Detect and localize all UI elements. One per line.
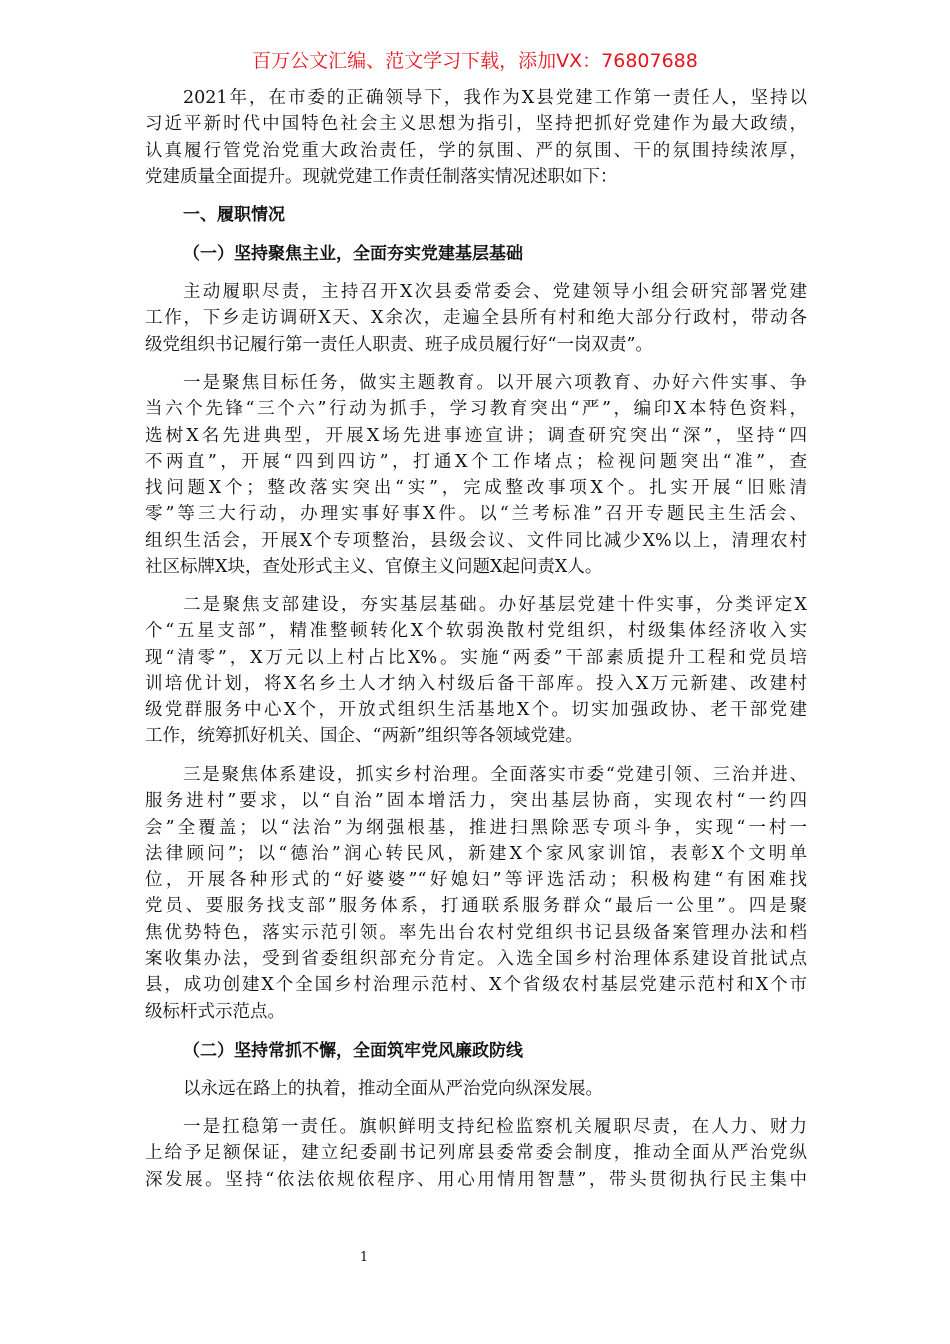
page-number: 1 [359, 1250, 369, 1265]
text-line: 案收集办法，受到省委组织部充分肯定。入选全国乡村治理体系建设首批试点 [145, 949, 807, 970]
text-line: （二）坚持常抓不懈，全面筑牢党风廉政防线 [183, 1041, 523, 1061]
text-line: 选树X名先进典型，开展X场先进事迹宣讲；调查研究突出“深”，坚持“四 [145, 425, 807, 446]
text-line: 法律顾问”；以“德治”润心转民风，新建X个家风家训馆，表彰X个文明单 [145, 843, 807, 864]
paragraph [145, 1114, 807, 1193]
paragraph [145, 762, 807, 1025]
text-line: 焦优势特色，落实示范引领。率先出台农村党组织书记县级备案管理办法和档 [145, 922, 807, 943]
watermark-banner: 百万公文汇编、范文学习下载，添加VX：76807688 [252, 50, 698, 72]
text-line: 零”等三大行动，办理实事好事X件。以“兰考标准”召开专题民主生活会、 [145, 504, 807, 525]
section-heading [145, 202, 807, 228]
text-line: 找问题X个；整改落实突出“实”，完成整改事项X个。扎实开展“旧账清 [145, 478, 807, 499]
text-line: 位，开展各种形式的“好婆婆”“好媳妇”等评选活动；积极构建“有困难找 [145, 870, 807, 891]
text-line: 主动履职尽责，主持召开X次县委常委会、党建领导小组会研究部署党建 [183, 282, 807, 302]
text-line: 二是聚焦支部建设，夯实基层基础。办好基层党建十件实事，分类评定X [183, 595, 807, 615]
paragraph [145, 85, 807, 190]
paragraph [145, 279, 807, 358]
text-line: 服务进村”要求，以“自治”固本增活力，突出基层协商，实现农村“一约四 [145, 791, 807, 812]
text-line: 会”全覆盖；以“法治”为纲强根基，推进扫黑除恶专项斗争，实现“一村一 [145, 817, 807, 838]
text-line: 三是聚焦体系建设，抓实乡村治理。全面落实市委“党建引领、三治并进、 [183, 765, 807, 785]
text-line: 个“五星支部”，精准整顿转化X个软弱涣散村党组织，村级集体经济收入实 [145, 621, 807, 642]
paragraph [145, 592, 807, 750]
text-line: 2021年，在市委的正确领导下，我作为X县党建工作第一责任人，坚持以 [183, 88, 807, 108]
text-line: （一）坚持聚焦主业，全面夯实党建基层基础 [183, 244, 523, 264]
text-line: 上给予足额保证，建立纪委副书记列席县委常委会制度，推动全面从严治党纵 [145, 1143, 807, 1164]
text-line: 现“清零”，X万元以上村占比X%。实施“两委”干部素质提升工程和党员培 [145, 647, 807, 668]
text-line: 党员、要服务找支部”服务体系，打通联系服务群众“最后一公里”。四是聚 [145, 896, 807, 917]
text-line: 一是扛稳第一责任。旗帜鲜明支持纪检监察机关履职尽责，在人力、财力 [183, 1117, 807, 1137]
text-line: 级标杆式示范点。 [145, 1001, 285, 1022]
text-line: 训培优计划，将X名乡土人才纳入村级后备干部库。投入X万元新建、改建村 [145, 673, 807, 694]
text-line: 深发展。坚持“依法依规依程序、用心用情用智慧”，带头贯彻执行民主集中 [145, 1169, 807, 1190]
text-line: 社区标牌X块，查处形式主义、官僚主义问题X起问责X人。 [145, 557, 603, 578]
text-line: 级党组织书记履行第一责任人职责、班子成员履行好“一岗双责”。 [145, 334, 653, 355]
text-line: 组织生活会，开展X个专项整治，县级会议、文件同比减少X%以上，清理农村 [145, 530, 807, 551]
section-heading [145, 241, 807, 267]
text-line: 县，成功创建X个全国乡村治理示范村、X个省级农村基层党建示范村和X个市 [145, 975, 807, 996]
text-line: 以永远在路上的执着，推动全面从严治党向纵深发展。 [183, 1079, 603, 1099]
text-line: 工作，统筹抓好机关、国企、“两新”组织等各领域党建。 [145, 726, 583, 747]
section-heading [145, 1038, 807, 1064]
text-line: 工作，下乡走访调研X天、X余次，走遍全县所有村和绝大部分行政村，带动各 [145, 308, 807, 329]
text-line: 不两直”，开展“四到四访”，打通X个工作堵点；检视问题突出“准”，查 [145, 451, 807, 472]
paragraph [145, 370, 807, 580]
text-line: 一、履职情况 [183, 205, 285, 225]
text-line: 习近平新时代中国特色社会主义思想为指引，坚持把抓好党建作为最大政绩， [145, 114, 807, 135]
text-line: 一是聚焦目标任务，做实主题教育。以开展六项教育、办好六件实事、争 [183, 373, 807, 393]
text-line: 认真履行管党治党重大政治责任，学的氛围、严的氛围、干的氛围持续浓厚， [145, 140, 807, 161]
text-line: 级党群服务中心X个，开放式组织生活基地X个。切实加强政协、老干部党建 [145, 700, 807, 721]
paragraph [145, 1076, 807, 1102]
text-line: 当六个先锋“三个六”行动为抓手，学习教育突出“严”，编印X本特色资料， [145, 399, 807, 420]
text-line: 党建质量全面提升。现就党建工作责任制落实情况述职如下： [145, 166, 618, 187]
